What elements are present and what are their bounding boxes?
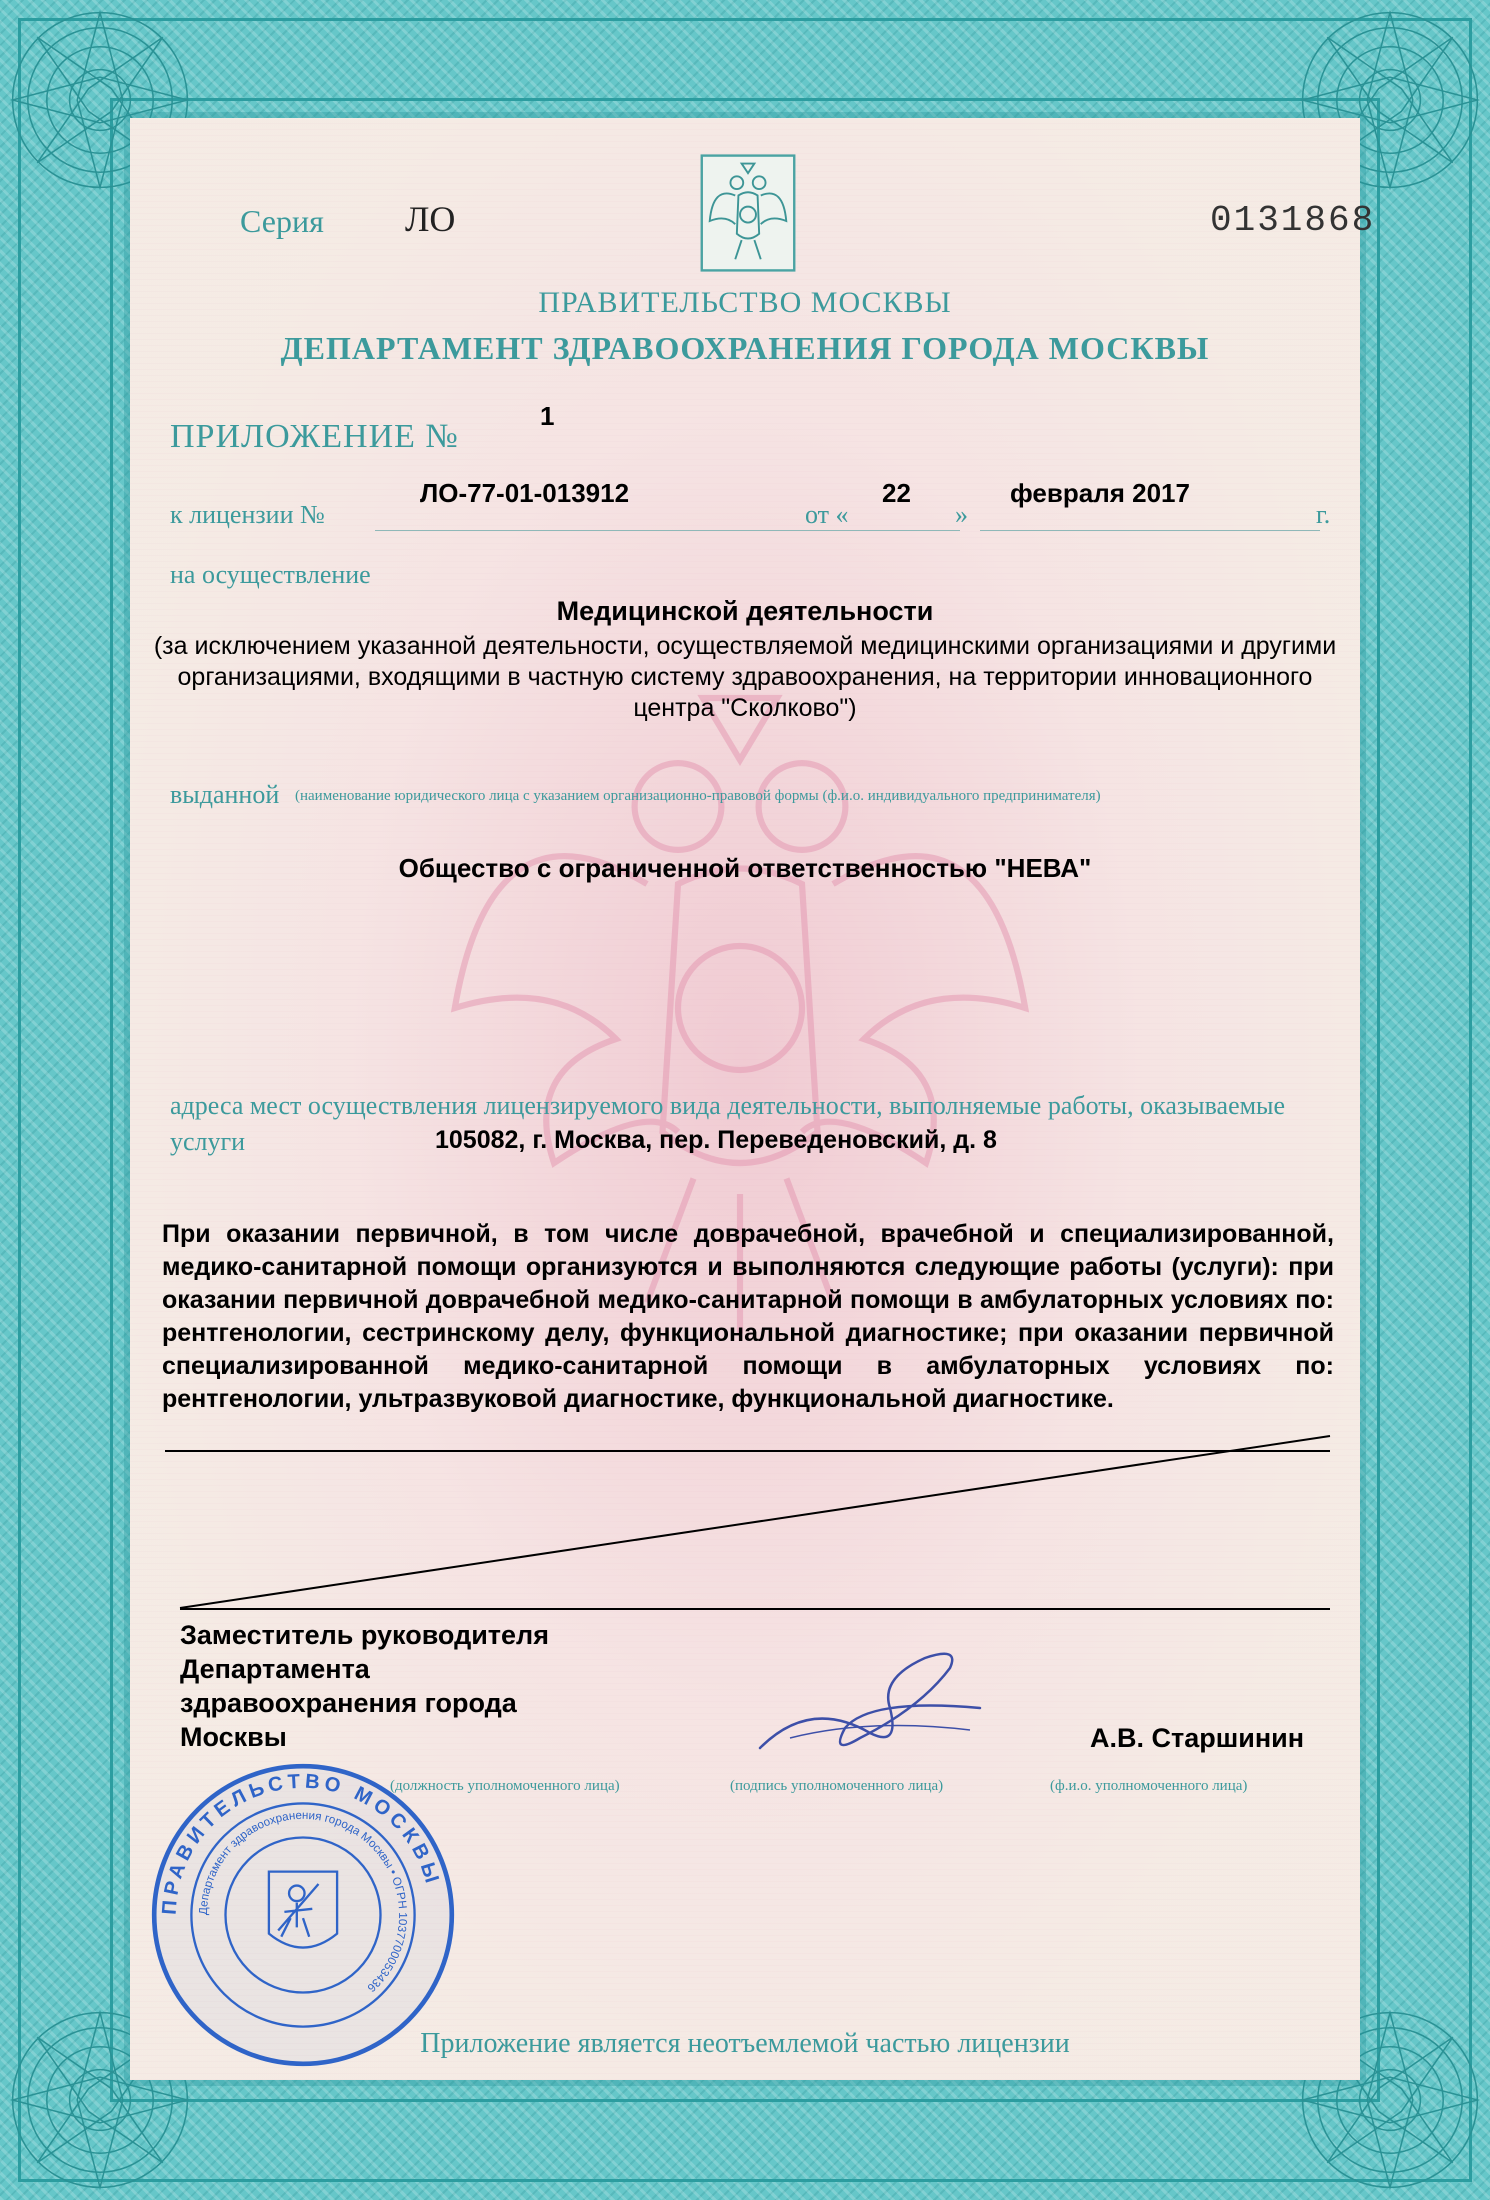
year-suffix: г.: [1316, 500, 1331, 529]
form-number: 0131868: [1210, 200, 1376, 241]
strike-through-lines: [130, 118, 1360, 1618]
department-title: ДЕПАРТАМЕНТ ЗДРАВООХРАНЕНИЯ ГОРОДА МОСКВЫ: [280, 330, 1210, 366]
series-value: ЛО: [405, 199, 456, 239]
date-close-quote: »: [955, 500, 968, 529]
footer-note: Приложение является неотъемлемой частью лицензии: [420, 2028, 1070, 2059]
activity-label: на осуществление: [170, 560, 371, 589]
caption-position: (должность уполномоченного лица): [390, 1778, 620, 1794]
organization-name: Общество с ограниченной ответственностью "НЕВА": [398, 853, 1092, 883]
signer-name: А.В. Старшинин: [1090, 1723, 1305, 1753]
seal-inner-text: Департамент здравоохранения города Москвы • ОГРН 1037700053436: [196, 1808, 410, 1995]
signature-top-line: [180, 1608, 1330, 1610]
license-number: ЛО-77-01-013912: [420, 478, 630, 508]
government-title: ПРАВИТЕЛЬСТВО МОСКВЫ: [538, 286, 952, 319]
license-month-year: февраля 2017: [1010, 478, 1190, 508]
caption-name: (ф.и.о. уполномоченного лица): [1050, 1778, 1248, 1794]
works-description: При оказании первичной, в том числе доврачебной, врачебной и специализированной, медико-санитарной помощи организуются и выполняются следующие работы (услуги): при оказании первичной доврачебной медико-санитарной помощи в амбулаторных условиях по: рентгенологии, сестринскому делу, функциональной диагностике; при оказании первичной специализированной медико-санитарной помощи в амбулаторных условиях по: рентгенологии, ультразвуковой диагностике, функциональной диагностике.: [162, 1220, 1334, 1413]
activity-note: (за исключением указанной деятельности, осуществляемой медицинскими организациями и другими организациями, входящими в частную систему здравоохранения, на территории инновационного центра "Сколково"): [153, 632, 1337, 722]
position-line-3: здравоохранения города: [180, 1688, 517, 1718]
date-from-label: от «: [805, 500, 849, 529]
series-label: Серия: [240, 203, 324, 239]
issued-label: выданной: [170, 780, 280, 809]
activity-address: 105082, г. Москва, пер. Переведеновский, д. 8: [435, 1126, 997, 1154]
license-day: 22: [882, 478, 911, 508]
activity-title: Медицинской деятельности: [556, 596, 934, 626]
seal-outer-text: ПРАВИТЕЛЬСТВО МОСКВЫ: [158, 1770, 445, 1916]
appendix-label: ПРИЛОЖЕНИЕ №: [170, 418, 459, 455]
position-line-1: Заместитель руководителя: [180, 1620, 549, 1650]
official-round-seal: [148, 1760, 458, 2070]
signer-position: [180, 1618, 549, 1754]
position-line-4: Москвы: [180, 1722, 287, 1752]
caption-signature: (подпись уполномоченного лица): [730, 1778, 944, 1794]
issued-hint: (наименование юридического лица с указанием организационно-правовой формы (ф.и.о. индивидуального предпринимателя): [295, 788, 1101, 804]
appendix-number: 1: [540, 401, 555, 431]
position-line-2: Департамента: [180, 1654, 370, 1684]
handwritten-signature: [750, 1638, 990, 1768]
addresses-label: адреса мест осуществления лицензируемого вида деятельности, выполняемые работы, оказываемые услуги: [170, 1091, 1286, 1156]
license-label: к лицензии №: [170, 500, 325, 529]
